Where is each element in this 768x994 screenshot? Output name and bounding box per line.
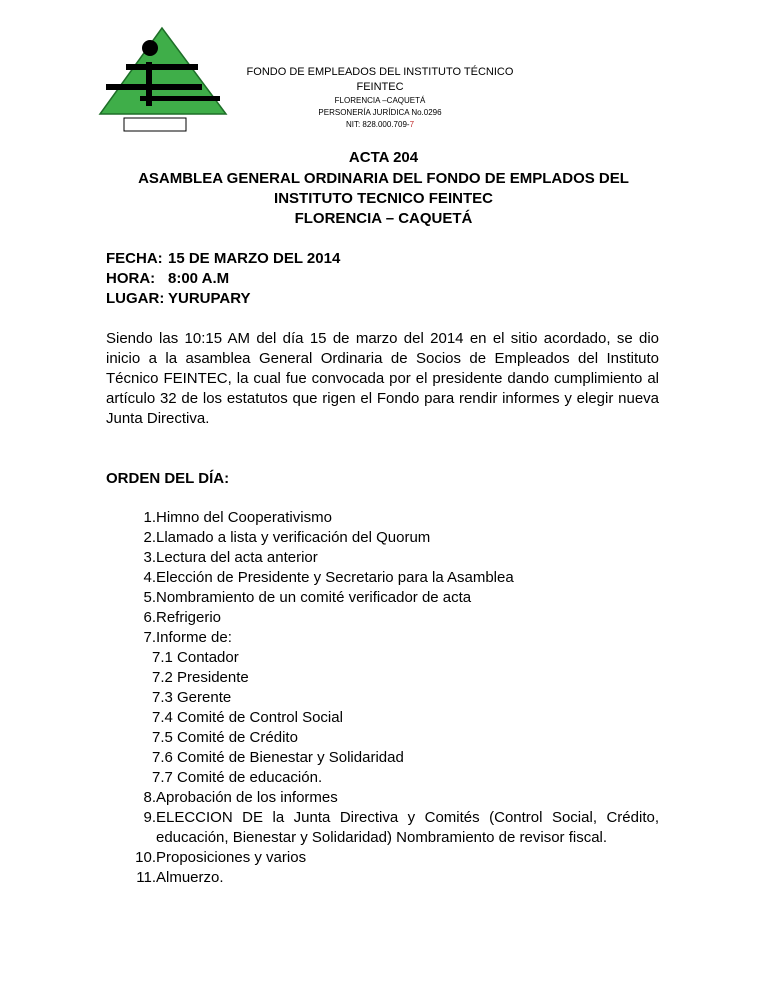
list-item [106,528,659,548]
title-line: ASAMBLEA GENERAL ORDINARIA DEL FONDO DE EMPLADOS DEL [138,170,629,187]
title-line: INSTITUTO TECNICO FEINTEC [274,190,493,207]
item-number: 1. [143,509,156,526]
sub-item [106,728,659,748]
org-city: FLORENCIA –CAQUETÁ [334,96,426,105]
item-text: Llamado a lista y verificación del Quorum [156,529,431,546]
item-text: Himno del Cooperativismo [156,509,332,526]
item-number: 5. [143,589,156,606]
item-text: Refrigerio [156,609,222,626]
fecha-label: FECHA: [106,250,163,267]
item-number: 3. [143,549,156,566]
item-number: 9. [143,809,156,826]
item-number: 8. [143,789,156,806]
item-text: Nombramiento de un comité verificador de acta [156,589,472,606]
item-text: Aprobación de los informes [156,789,338,806]
lugar-label: LUGAR: [106,290,165,307]
sub-item [106,768,659,788]
acta-number: ACTA 204 [348,149,419,166]
item-text: Almuerzo. [156,869,224,886]
list-item [106,608,659,628]
sub-item [106,688,659,708]
list-item [106,788,659,808]
nit-number: NIT: 828.000.709- [345,120,410,129]
sub-item-text: 7.6 Comité de Bienestar y Solidaridad [152,749,404,766]
org-name: FONDO DE EMPLEADOS DEL INSTITUTO TÉCNICO [246,66,514,78]
list-item [106,568,659,588]
sub-item-text: 7.4 Comité de Control Social [152,709,343,726]
sub-item-text: 7.7 Comité de educación. [152,769,323,786]
sub-item [106,668,659,688]
title-line: FLORENCIA – CAQUETÁ [294,210,473,227]
sub-item-text: 7.5 Comité de Crédito [152,729,298,746]
sub-item [106,648,659,668]
hora-label: HORA: [106,270,156,287]
lugar-value: YURUPARY [168,290,251,307]
list-item [106,548,659,568]
org-nit [230,120,530,129]
hora-value: 8:00 A.M [168,270,230,287]
list-item [106,848,659,868]
list-item [106,628,659,648]
item-number: 7. [143,629,156,646]
item-text: Lectura del acta anterior [156,549,318,566]
sub-item [106,748,659,768]
item-text: Elección de Presidente y Secretario para la Asamblea [156,569,514,586]
fecha-value: 15 DE MARZO DEL 2014 [168,250,341,267]
agenda-list [106,508,659,888]
item-number: 2. [143,529,156,546]
sub-item [106,708,659,728]
nit-check-digit: 7 [409,120,415,129]
list-item [106,868,659,888]
sub-item-text: 7.1 Contador [152,649,239,666]
intro-paragraph: Siendo las 10:15 AM del día 15 de marzo del 2014 en el sitio acordado, se dio inicio a la asamblea General Ordinaria de Socios de Empleados del Instituto Técnico FEINTEC, la cual fue convocada por el presidente dando cumplimiento al artículo 32 de los estatutos que rigen el Fondo para rendir informes y elegir nueva Junta Directiva. [106,330,659,427]
sub-item-text: 7.3 Gerente [152,689,232,706]
item-text: Informe de: [156,629,232,646]
item-text: ELECCION DE la Junta Directiva y Comités (Control Social, Crédito, educación, Bienestar y Solidaridad) Nombramiento de revisor fiscal. [156,809,659,846]
sub-item-text: 7.2 Presidente [152,669,249,686]
list-item [106,808,659,848]
org-acronym: FEINTEC [356,81,404,93]
org-legal: PERSONERÍA JURÍDICA No.0296 [318,108,442,117]
list-item [106,588,659,608]
list-item [106,508,659,528]
agenda-title: ORDEN DEL DÍA: [106,470,230,487]
item-number: 11. [136,869,156,886]
item-number: 6. [143,609,156,626]
item-text: Proposiciones y varios [156,849,307,866]
item-number: 10. [135,849,156,866]
feintec-logo [96,26,230,134]
item-number: 4. [143,569,156,586]
